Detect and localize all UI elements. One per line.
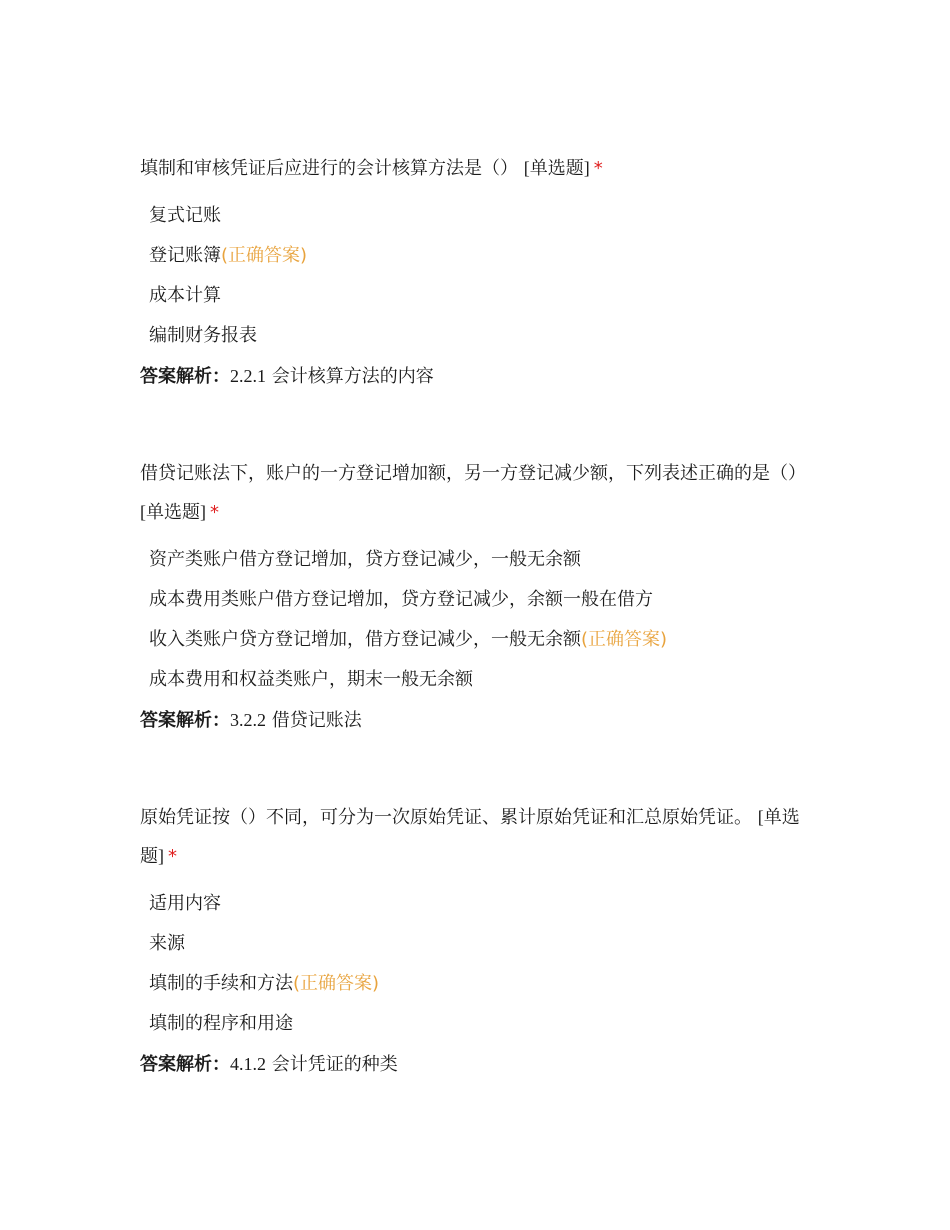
option-list — [140, 196, 810, 356]
correct-answer-note: (正确答案) — [293, 973, 380, 994]
answer-analysis — [140, 356, 810, 396]
correct-answer-note: (正确答案) — [581, 629, 668, 650]
option-item[interactable] — [140, 884, 810, 924]
option-item[interactable] — [140, 236, 810, 276]
analysis-code: 4.1.2 — [230, 1054, 266, 1074]
analysis-text: 会计凭证的种类 — [271, 1054, 398, 1075]
option-item[interactable] — [140, 316, 810, 356]
option-text: 适用内容 — [149, 893, 221, 914]
analysis-label: 答案解析： — [140, 366, 230, 387]
question-text: 填制和审核凭证后应进行的会计核算方法是（） — [140, 158, 518, 179]
required-mark: * — [593, 158, 603, 179]
analysis-label: 答案解析： — [140, 1054, 230, 1075]
required-mark: * — [168, 846, 177, 867]
question-type: [单选题] — [523, 158, 590, 178]
analysis-code: 2.2.1 — [230, 366, 266, 386]
question-3 — [140, 798, 810, 1084]
question-1 — [140, 149, 810, 396]
answer-analysis — [140, 1044, 810, 1084]
question-title — [140, 798, 810, 876]
option-text: 填制的手续和方法 — [149, 973, 293, 994]
question-type: [单选题] — [140, 502, 206, 522]
option-text: 收入类账户贷方登记增加，借方登记减少，一般无余额 — [149, 629, 581, 650]
option-item[interactable] — [140, 540, 810, 580]
required-mark: * — [210, 502, 219, 523]
option-list — [140, 540, 810, 700]
option-text: 资产类账户借方登记增加，贷方登记减少，一般无余额 — [149, 549, 581, 570]
option-text: 成本计算 — [149, 285, 221, 306]
question-title — [140, 149, 810, 188]
option-item[interactable] — [140, 924, 810, 964]
option-item[interactable] — [140, 580, 810, 620]
option-text: 成本费用和权益类账户，期末一般无余额 — [149, 669, 473, 690]
question-text: 原始凭证按（）不同，可分为一次原始凭证、累计原始凭证和汇总原始凭证。 — [140, 807, 752, 828]
option-item[interactable] — [140, 620, 810, 660]
option-text: 填制的程序和用途 — [149, 1013, 293, 1034]
answer-analysis — [140, 700, 810, 740]
option-item[interactable] — [140, 1004, 810, 1044]
option-item[interactable] — [140, 660, 810, 700]
question-type: [单选题] — [140, 807, 800, 866]
option-item[interactable] — [140, 196, 810, 236]
correct-answer-note: (正确答案) — [221, 245, 308, 266]
option-text: 复式记账 — [149, 205, 221, 226]
option-text: 来源 — [149, 933, 185, 954]
question-text: 借贷记账法下，账户的一方登记增加额，另一方登记减少额，下列表述正确的是（） — [140, 463, 806, 484]
option-text: 登记账簿 — [149, 245, 221, 266]
option-text: 编制财务报表 — [149, 325, 257, 346]
question-title — [140, 454, 810, 532]
analysis-label: 答案解析： — [140, 710, 230, 731]
analysis-text: 会计核算方法的内容 — [271, 366, 434, 387]
option-list — [140, 884, 810, 1044]
option-text: 成本费用类账户借方登记增加，贷方登记减少，余额一般在借方 — [149, 589, 653, 610]
option-item[interactable] — [140, 276, 810, 316]
question-2 — [140, 454, 810, 740]
analysis-code: 3.2.2 — [230, 710, 266, 730]
option-item[interactable] — [140, 964, 810, 1004]
analysis-text: 借贷记账法 — [271, 710, 362, 731]
